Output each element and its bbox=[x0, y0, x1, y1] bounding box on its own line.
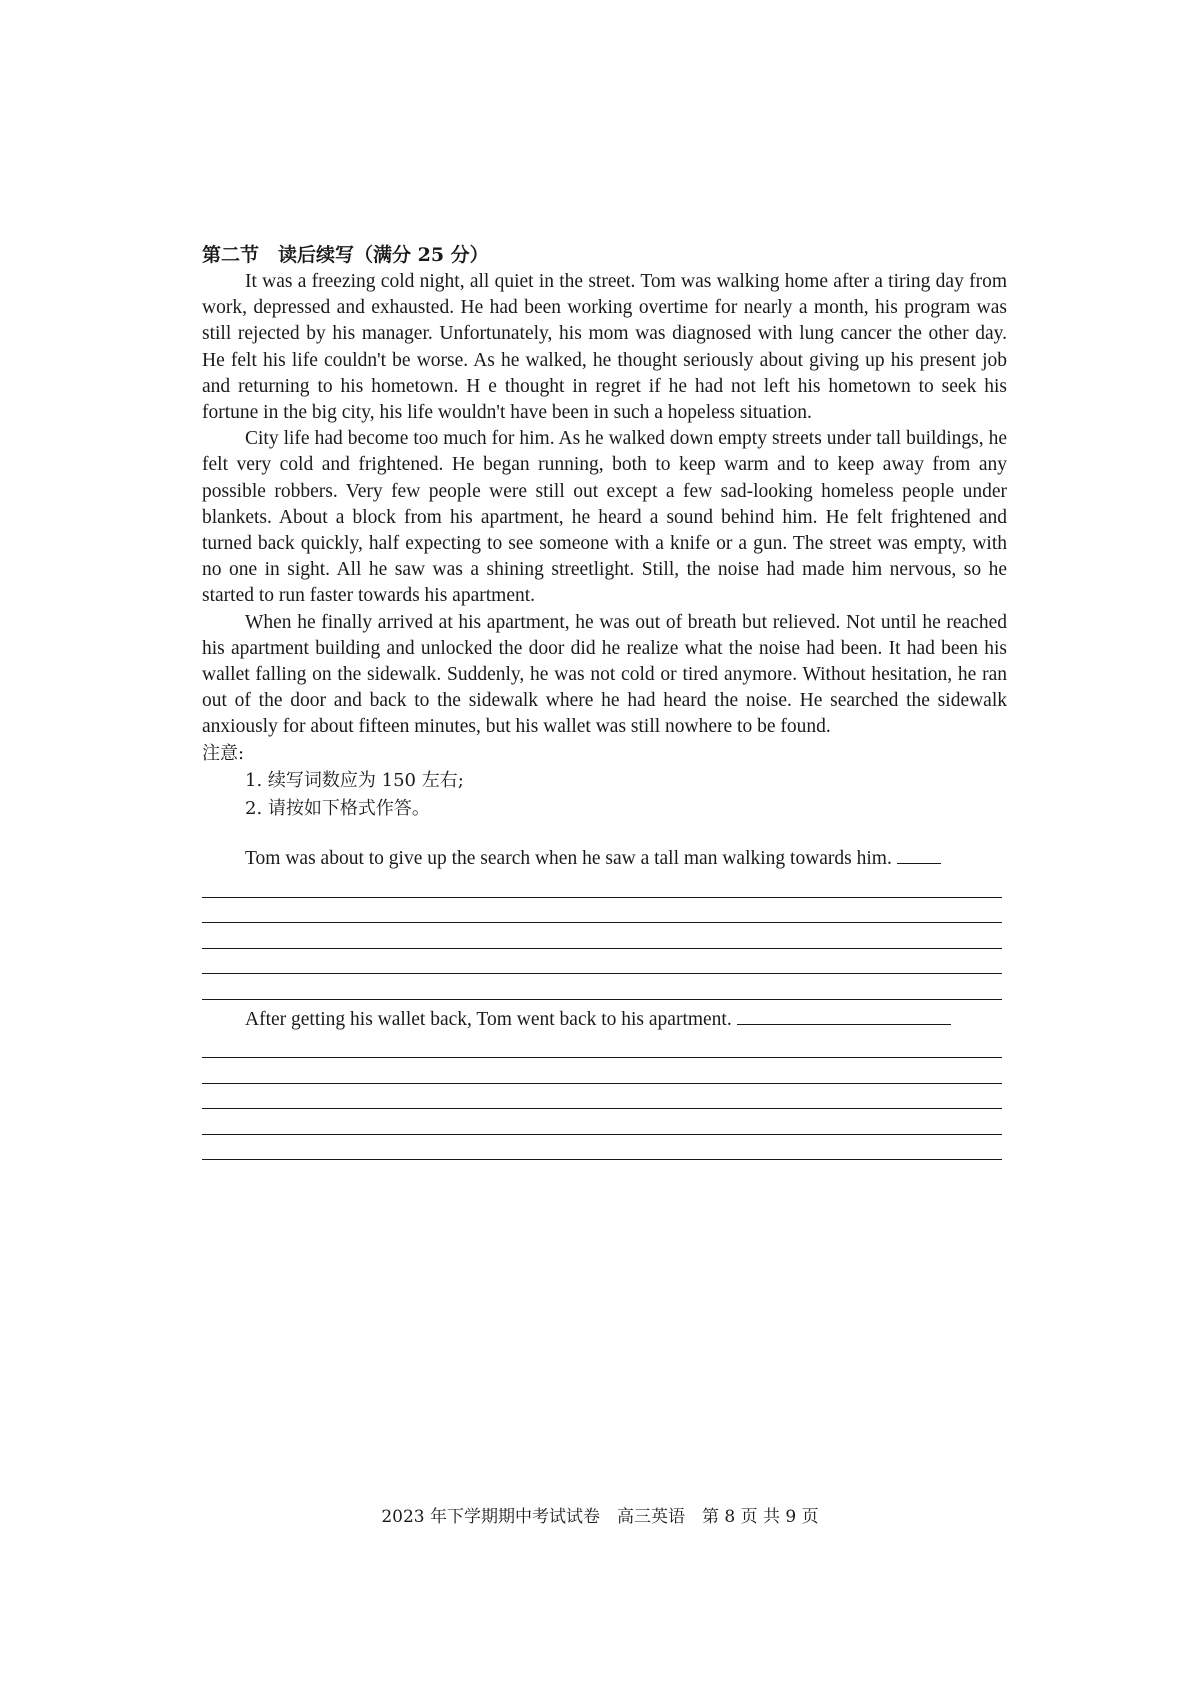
first-answer-lines bbox=[202, 872, 1007, 1000]
notes-list bbox=[202, 767, 1007, 823]
answer-line[interactable] bbox=[202, 1033, 1002, 1059]
answer-line[interactable] bbox=[202, 949, 1002, 975]
second-prompt-blank[interactable] bbox=[737, 1006, 951, 1025]
passage-paragraph-1: It was a freezing cold night, all quiet in the street. Tom was walking home after a tiring day from work, depressed and exhausted. He had been working overtime for nearly a month, his program was still rejected by his manager. Unfortunately, his mom was diagnosed with lung cancer the other day. He felt his life couldn't be worse. As he walked, he thought seriously about giving up his present job and returning to his hometown. H e thought in regret if he had not left his hometown to seek his fortune in the big city, his life wouldn't have been in such a hopeless situation. bbox=[202, 271, 1007, 424]
second-prompt bbox=[202, 1006, 1007, 1033]
section-title: 第二节 读后续写（满分 25 分） bbox=[202, 244, 489, 266]
note-item-2: 2. 请按如下格式作答。 bbox=[245, 797, 430, 819]
answer-line[interactable] bbox=[202, 1135, 1002, 1161]
first-prompt-blank[interactable] bbox=[897, 845, 941, 864]
first-prompt-text: Tom was about to give up the search when he saw a tall man walking towards him. bbox=[245, 847, 892, 869]
passage-paragraph-2: City life had become too much for him. As he walked down empty streets under tall buildings, he felt very cold and frightened. He began running, both to keep warm and to keep away from any possible robbers. Very few people were still out except a few sad-looking homeless people under blankets. About a block from his apartment, he heard a sound behind him. He felt frightened and turned back quickly, half expecting to see someone with a knife or a gun. The street was empty, with no one in sight. All he saw was a shining streetlight. Still, the noise had made him nervous, so he started to run faster towards his apartment. bbox=[202, 428, 1007, 607]
exam-content bbox=[202, 242, 1007, 1160]
passage-paragraph-3: When he finally arrived at his apartment, he was out of breath but relieved. Not until he reached his apartment building and unlocked the door did he realize what the noise had been. It had been his wallet falling on the sidewalk. Suddenly, he was not cold or tired anymore. Without hesitation, he ran out of the door and back to the sidewalk where he had heard the noise. He searched the sidewalk anxiously for about fifteen minutes, but his wallet was still nowhere to be found. bbox=[202, 611, 1007, 738]
first-prompt bbox=[202, 845, 1007, 872]
note-item-1: 1. 续写词数应为 150 左右; bbox=[245, 769, 464, 791]
answer-line[interactable] bbox=[202, 1109, 1002, 1135]
answer-line[interactable] bbox=[202, 923, 1002, 949]
answer-line[interactable] bbox=[202, 1084, 1002, 1110]
answer-line[interactable] bbox=[202, 872, 1002, 898]
answer-line[interactable] bbox=[202, 898, 1002, 924]
answer-line[interactable] bbox=[202, 1058, 1002, 1084]
answer-line[interactable] bbox=[202, 974, 1002, 1000]
page-footer: 2023 年下学期期中考试试卷 高三英语 第 8 页 共 9 页 bbox=[381, 1507, 819, 1527]
notes-title: 注意: bbox=[202, 742, 245, 764]
second-prompt-text: After getting his wallet back, Tom went back to his apartment. bbox=[245, 1008, 732, 1030]
second-answer-lines bbox=[202, 1033, 1007, 1161]
